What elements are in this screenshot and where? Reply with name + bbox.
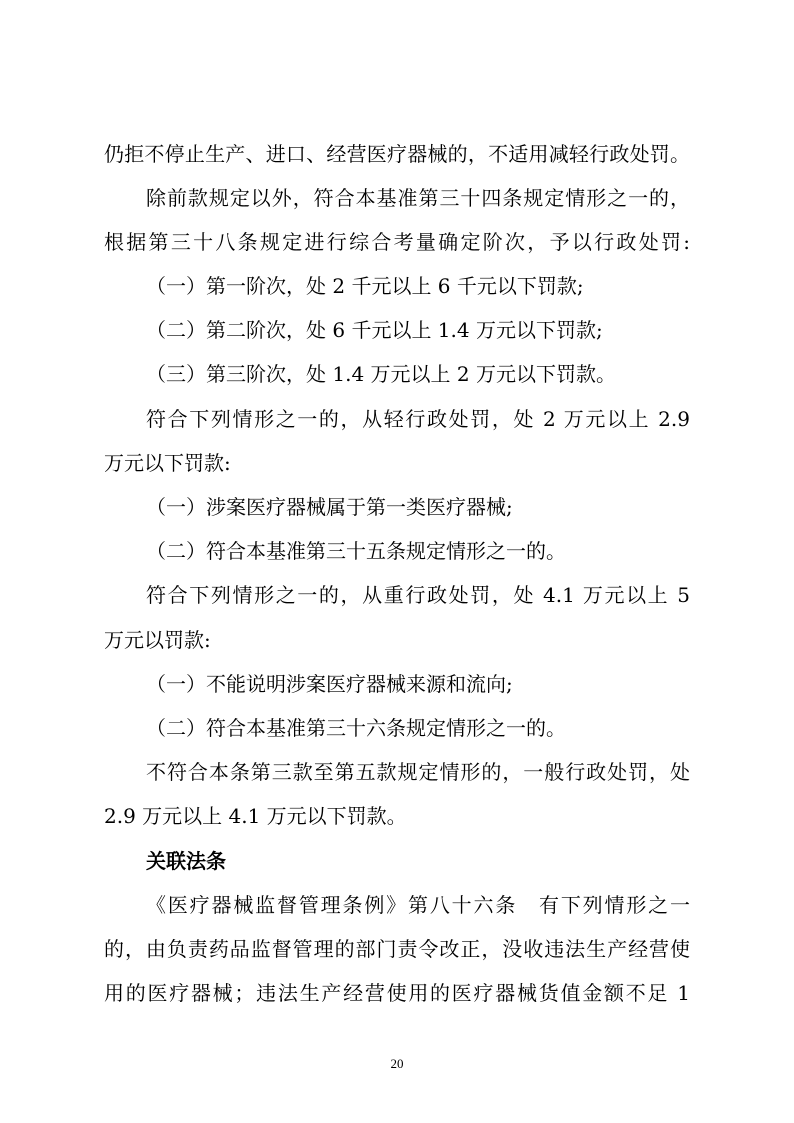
list-item: （三）第三阶次，处 1.4 万元以上 2 万元以下罚款。: [146, 362, 616, 386]
paragraph-line: 符合下列情形之一的，从轻行政处罚，处 2 万元以上 2.9: [146, 407, 690, 431]
list-item: （一）第一阶次，处 2 千元以上 6 千元以下罚款;: [146, 274, 584, 298]
paragraph-line: 不符合本条第三款至第五款规定情形的，一般行政处罚，处: [146, 760, 690, 784]
section-heading: 关联法条: [146, 849, 226, 873]
list-item: （二）符合本基准第三十五条规定情形之一的。: [146, 539, 566, 563]
law-paragraph-line: 《医疗器械监督管理条例》第八十六条 有下列情形之一: [146, 893, 690, 917]
paragraph-line: 仍拒不停止生产、进口、经营医疗器械的，不适用减轻行政处罚。: [104, 142, 690, 166]
paragraph-line: 万元以下罚款:: [104, 451, 231, 475]
paragraph-line: 符合下列情形之一的，从重行政处罚，处 4.1 万元以上 5: [146, 583, 690, 607]
paragraph-line: 除前款规定以外，符合本基准第三十四条规定情形之一的，: [146, 186, 690, 210]
paragraph-line: 2.9 万元以上 4.1 万元以下罚款。: [104, 804, 407, 828]
page-number: 20: [390, 1056, 404, 1071]
list-item: （一）不能说明涉案医疗器械来源和流向;: [146, 672, 513, 696]
law-paragraph-line: 的，由负责药品监督管理的部门责令改正，没收违法生产经营使: [104, 937, 690, 961]
list-item: （二）符合本基准第三十六条规定情形之一的。: [146, 716, 566, 740]
list-item: （一）涉案医疗器械属于第一类医疗器械;: [146, 495, 513, 519]
list-item: （二）第二阶次，处 6 千元以上 1.4 万元以下罚款;: [146, 318, 603, 342]
paragraph-line: 根据第三十八条规定进行综合考量确定阶次，予以行政处罚:: [104, 230, 690, 254]
paragraph-line: 万元以罚款:: [104, 628, 211, 652]
law-paragraph-line: 用的医疗器械；违法生产经营使用的医疗器械货值金额不足 1: [104, 981, 690, 1005]
